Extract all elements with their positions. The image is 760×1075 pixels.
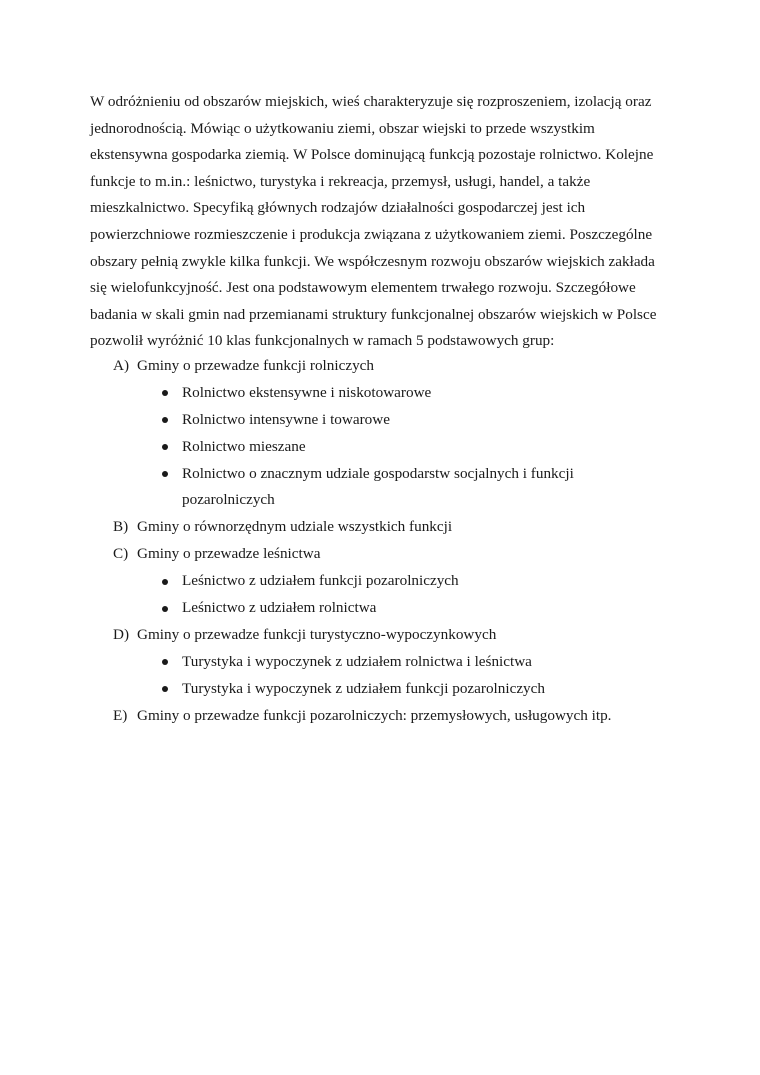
list-item-text: Leśnictwo z udziałem rolnictwa [182, 599, 377, 617]
group-label: Gminy o przewadze funkcji pozarolniczych: przemysłowych, usługowych itp. [137, 706, 612, 724]
groups-list [0, 353, 760, 729]
list-item [0, 461, 760, 488]
group-row-a [0, 353, 760, 380]
bullet-icon [162, 649, 168, 676]
paragraph-line: jednorodnością. Mówiąc o użytkowaniu ziemi, obszar wiejski to przede wszystkim [90, 119, 595, 137]
paragraph-line: mieszkalnictwo. Specyfiką głównych rodzajów działalności gospodarczej jest ich [90, 199, 586, 217]
list-item [0, 676, 760, 703]
bullet-icon [162, 461, 168, 488]
list-item [0, 595, 760, 622]
bullet-icon [162, 434, 168, 461]
list-item [0, 568, 760, 595]
intro-paragraph [90, 89, 680, 355]
paragraph-line: się wielofunkcyjność. Jest ona podstawowym elementem trwałego rozwoju. Szczegółowe [90, 279, 636, 297]
paragraph-line: W odróżnieniu od obszarów miejskich, wieś charakteryzuje się rozproszeniem, izolacją oraz [90, 93, 652, 110]
group-marker: C) [113, 545, 129, 563]
paragraph-line: powierzchniowe rozmieszczenie i produkcja związana z użytkowaniem ziemi. Poszczególne [90, 225, 653, 243]
list-item-continuation [0, 487, 760, 514]
list-item-text: Rolnictwo mieszane [182, 437, 306, 455]
bullet-icon [162, 380, 168, 407]
group-marker: E) [113, 706, 128, 724]
paragraph-line: badania w skali gmin nad przemianami struktury funkcjonalnej obszarów wiejskich w Polsce [90, 305, 657, 323]
list-item-text: Rolnictwo intensywne i towarowe [182, 410, 390, 428]
list-item-text: Leśnictwo z udziałem funkcji pozarolniczych [182, 572, 459, 590]
group-row-e [0, 703, 760, 730]
bullet-icon [162, 568, 168, 595]
group-marker: B) [113, 518, 129, 536]
list-item [0, 434, 760, 461]
bullet-icon [162, 676, 168, 703]
group-row-b [0, 514, 760, 541]
group-row-d [0, 622, 760, 649]
list-item [0, 649, 760, 676]
list-item-text: Rolnictwo ekstensywne i niskotowarowe [182, 383, 432, 401]
paragraph-line: ekstensywna gospodarka ziemią. W Polsce dominującą funkcją pozostaje rolnictwo. Kolejne [90, 146, 654, 164]
group-marker: A) [113, 357, 130, 374]
list-item-text: Rolnictwo o znacznym udziale gospodarstw socjalnych i funkcji [182, 464, 574, 482]
list-item-text: Turystyka i wypoczynek z udziałem funkcji pozarolniczych [182, 679, 545, 697]
list-item-text: pozarolniczych [182, 491, 275, 509]
group-label: Gminy o przewadze funkcji rolniczych [137, 357, 375, 374]
paragraph-line: funkcje to m.in.: leśnictwo, turystyka i rekreacja, przemysł, usługi, handel, a także [90, 172, 591, 190]
bullet-icon [162, 407, 168, 434]
group-row-c [0, 541, 760, 568]
group-marker: D) [113, 625, 130, 643]
group-label: Gminy o przewadze leśnictwa [137, 545, 321, 563]
list-item [0, 380, 760, 407]
list-item [0, 407, 760, 434]
paragraph-line: pozwolił wyróżnić 10 klas funkcjonalnych w ramach 5 podstawowych grup: [90, 332, 555, 350]
group-label: Gminy o równorzędnym udziale wszystkich funkcji [137, 518, 453, 536]
paragraph-line: obszary pełnią zwykle kilka funkcji. We współczesnym rozwoju obszarów wiejskich zakłada [90, 252, 655, 270]
list-item-text: Turystyka i wypoczynek z udziałem rolnictwa i leśnictwa [182, 652, 532, 670]
bullet-icon [162, 595, 168, 622]
group-label: Gminy o przewadze funkcji turystyczno-wypoczynkowych [137, 625, 497, 643]
